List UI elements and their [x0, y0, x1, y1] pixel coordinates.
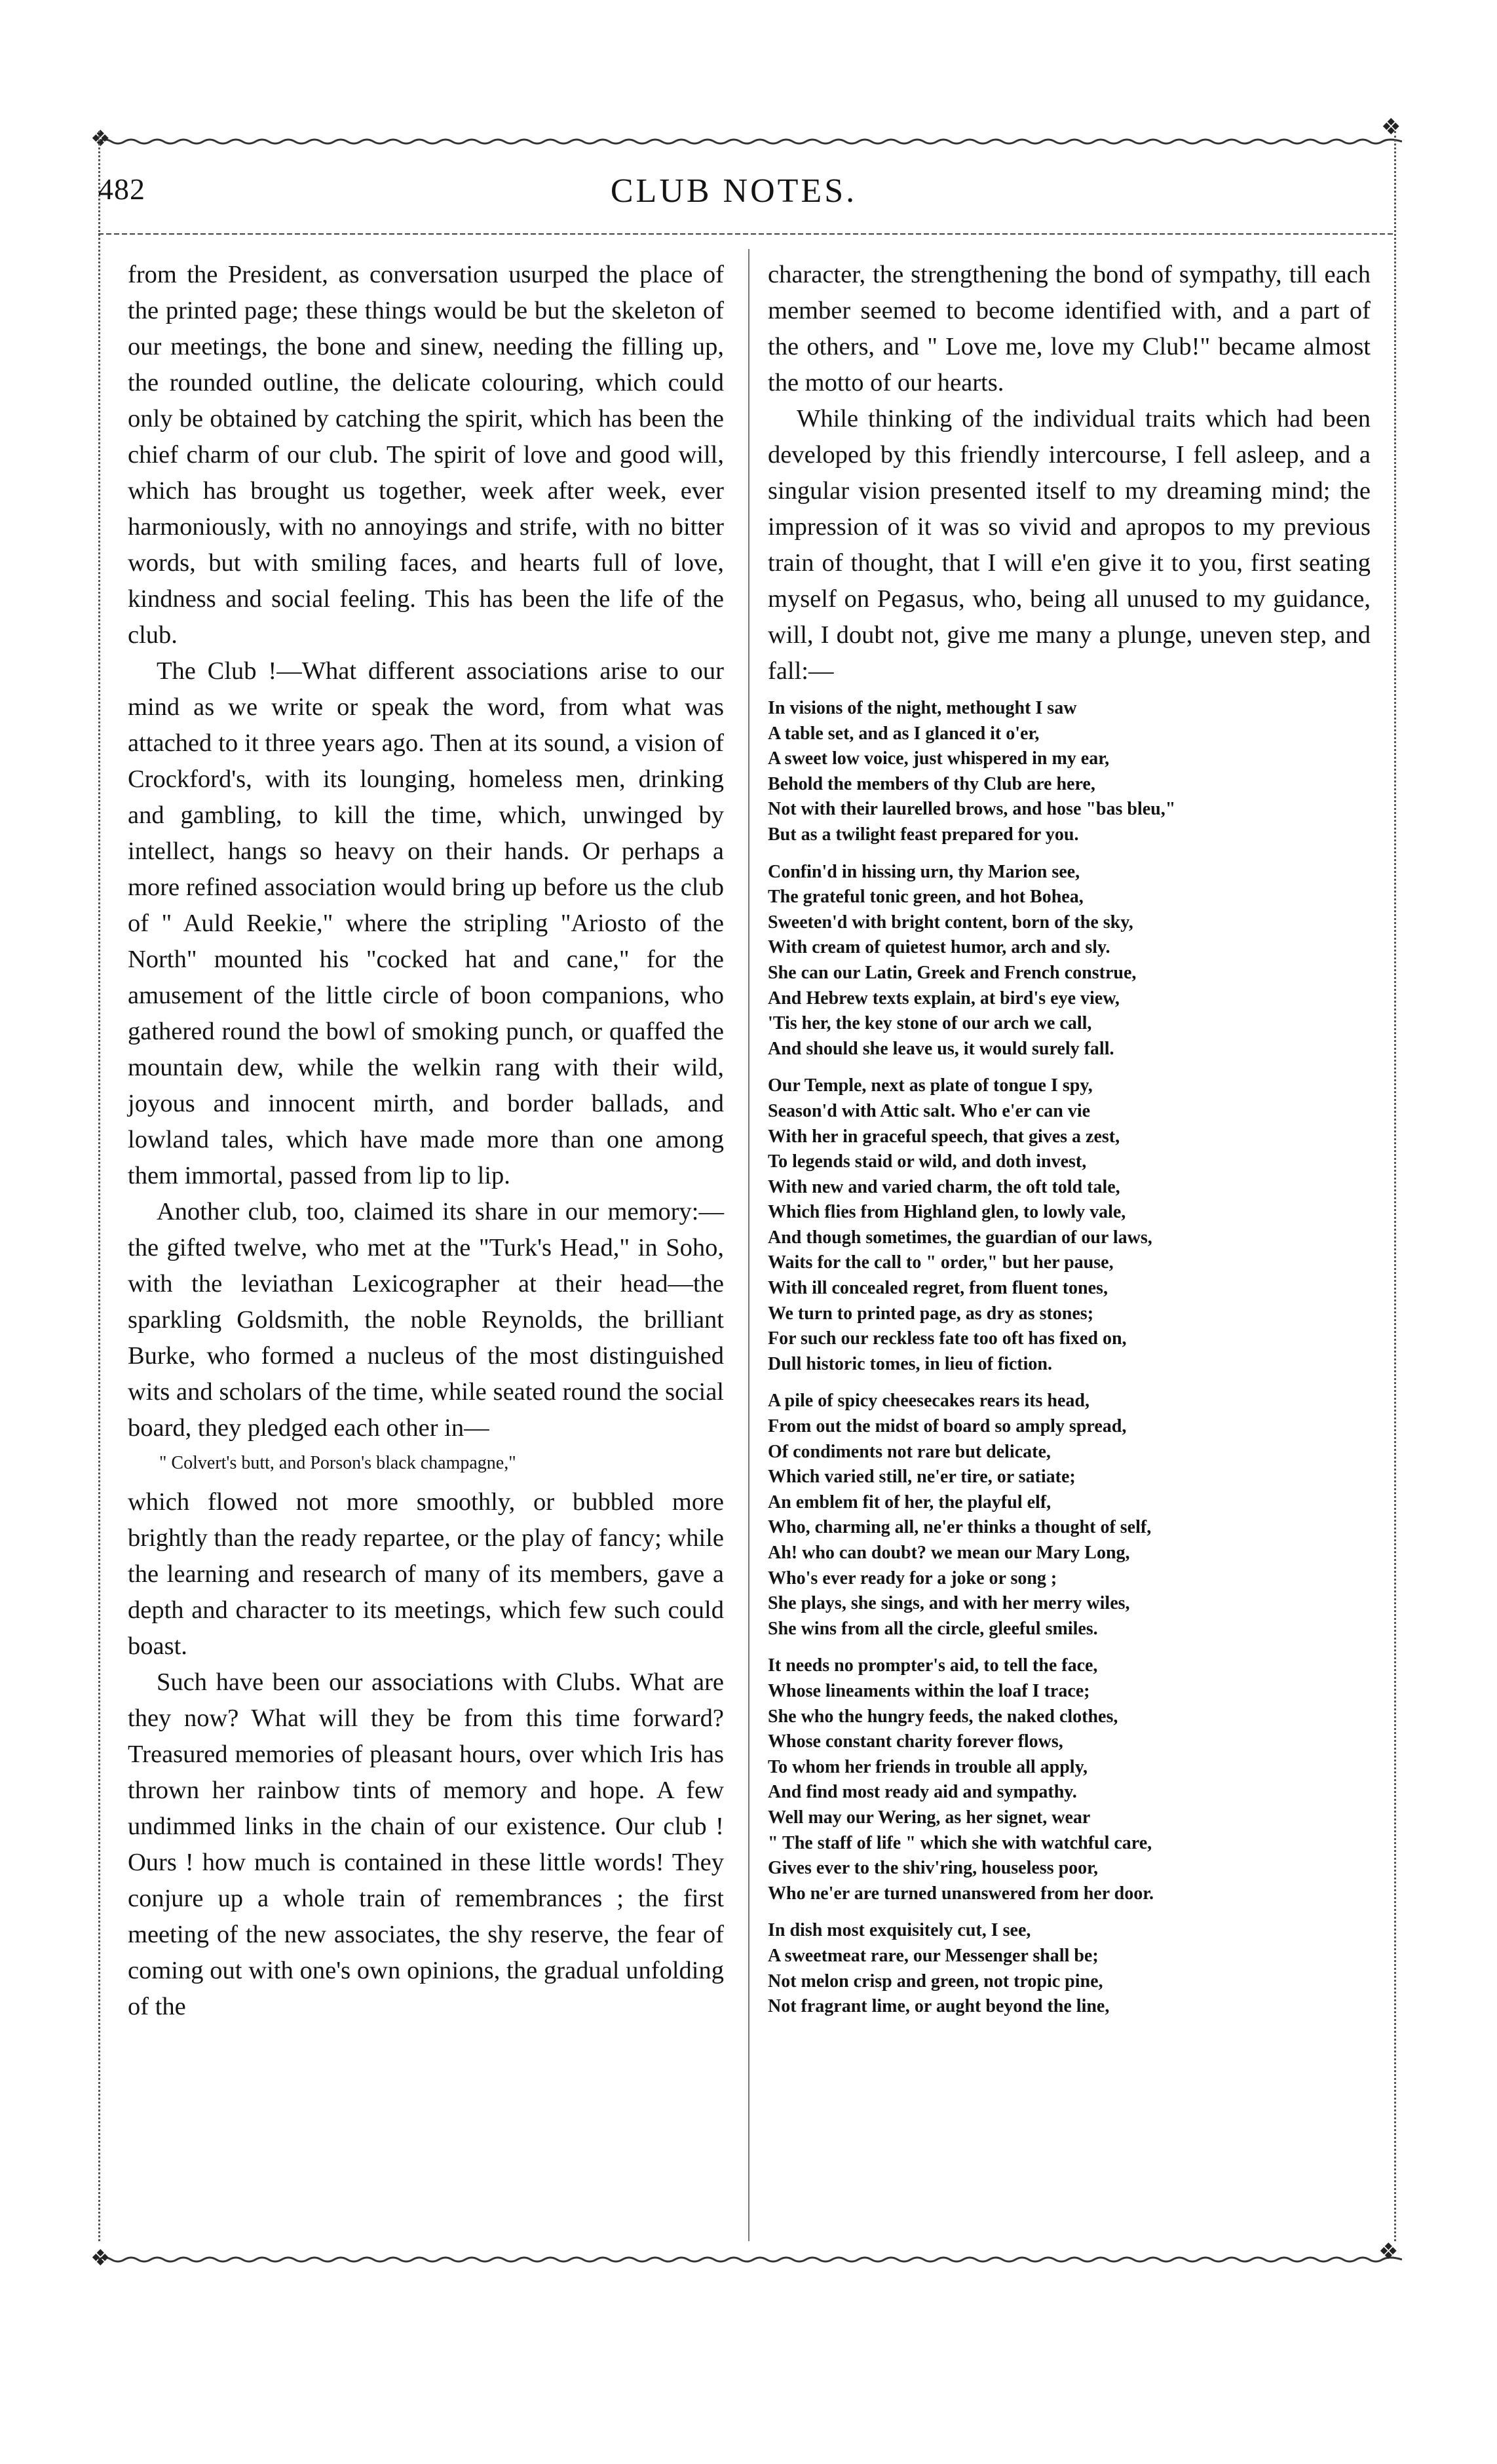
- poem-line: With her in graceful speech, that gives a zest,: [768, 1126, 1120, 1147]
- poem-line: Our Temple, next as plate of tongue I spy,: [768, 1075, 1093, 1096]
- poem-line: Not melon crisp and green, not tropic pine,: [768, 1971, 1103, 1992]
- left-column: [128, 257, 724, 2025]
- corner-ornament-top-left: ❖: [90, 127, 111, 151]
- header-rule: [98, 231, 1394, 237]
- poem-line: A sweet low voice, just whispered in my ear,: [768, 748, 1110, 769]
- corner-ornament-top-right: ❖: [1381, 115, 1401, 140]
- poem-line: Dull historic tomes, in lieu of fiction.: [768, 1353, 1052, 1374]
- page-number: 482: [98, 172, 145, 206]
- stanza: [768, 1653, 1371, 1906]
- poem-line: And find most ready aid and sympathy.: [768, 1782, 1077, 1803]
- poem-line: A sweetmeat rare, our Messenger shall be;: [768, 1945, 1099, 1966]
- paragraph: Such have been our associations with Clubs. What are they now? What will they be from this time forward? Treasured memories of pleasant hours, over which Iris has thrown her rainbow tints of memory and hope. A few undimmed links in the chain of our existence. Our club ! Ours ! how much is contained in these little words! They conjure up a whole train of remembrances ; the first meeting of the new associates, the shy reserve, the fear of coming out with one's own opinions, the gradual unfolding of the: [128, 1668, 724, 2020]
- paragraph: The Club !—What different associations arise to our mind as we write or speak the word, from what was attached to it three years ago. Then at its sound, a vision of Crockford's, with its lounging, homeless men, drinking and gambling, to kill the time, which, unwinged by intellect, hangs so heavy on their hands. Or perhaps a more refined association would bring up before us the club of " Auld Reekie," where the stripling "Ariosto of the North" mounted his "cocked hat and cane," for the amusement of the little circle of boon companions, who gathered round the bowl of smoking punch, or quaffed the mountain dew, while the welkin rang with their wild, joyous and innocent mirth, and border ballads, and lowland tales, which have made more than one among them immortal, passed from lip to lip.: [128, 657, 724, 1189]
- poem-line: With ill concealed regret, from fluent tones,: [768, 1278, 1108, 1299]
- poem-line: Ah! who can doubt? we mean our Mary Long,: [768, 1543, 1130, 1563]
- poem-line: Which flies from Highland glen, to lowly vale,: [768, 1202, 1126, 1223]
- poem-line: Who's ever ready for a joke or song ;: [768, 1568, 1057, 1588]
- poem-line: She plays, she sings, and with her merry wiles,: [768, 1593, 1130, 1614]
- poem-line: To whom her friends in trouble all apply,: [768, 1756, 1088, 1777]
- poem-line: It needs no prompter's aid, to tell the face,: [768, 1655, 1098, 1676]
- poem-line: In dish most exquisitely cut, I see,: [768, 1920, 1031, 1941]
- paragraph: Another club, too, claimed its share in our memory:—the gifted twelve, who met at the "Turk's Head," in Soho, with the leviathan Lexicographer at their head—the sparkling Goldsmith, the noble Reynolds, the brilliant Burke, who formed a nucleus of the most distinguished wits and scholars of the time, while seated round the social board, they pledged each other in—: [128, 1198, 724, 1442]
- stanza: [768, 860, 1371, 1062]
- paragraph: from the President, as conversation usurped the place of the printed page; these things would be but the skeleton of our meetings, the bone and sinew, needing the filling up, the rounded outline, the delicate colouring, which could only be obtained by catching the spirit, which has been the chief charm of our club. The spirit of love and good will, which has brought us together, week after week, ever harmoniously, with no annoyings and strife, with no bitter words, but with smiling faces, and hearts full of love, kindness and social feeling. This has been the life of the club.: [128, 261, 724, 649]
- quotation: " Colvert's butt, and Porson's black champagne,": [159, 1453, 516, 1473]
- bottom-ornamental-rule: [98, 2254, 1402, 2265]
- stanza: [768, 696, 1371, 848]
- poem-line: She can our Latin, Greek and French construe,: [768, 962, 1137, 983]
- poem-line: Whose constant charity forever flows,: [768, 1731, 1063, 1752]
- right-column: [768, 257, 1371, 2031]
- poem-line: To legends staid or wild, and doth invest,: [768, 1151, 1087, 1172]
- stanza: [768, 1389, 1371, 1642]
- poem-line: Waits for the call to " order," but her pause,: [768, 1252, 1114, 1273]
- poem-line: In visions of the night, methought I saw: [768, 698, 1077, 718]
- poem: [768, 696, 1371, 2020]
- column-divider: [748, 249, 749, 2241]
- poem-line: And should she leave us, it would surely fall.: [768, 1038, 1114, 1059]
- paragraph: character, the strengthening the bond of sympathy, till each member seemed to become identified with, and a part of the others, and " Love me, love my Club!" became almost the motto of our hearts.: [768, 261, 1371, 396]
- poem-line: 'Tis her, the key stone of our arch we call,: [768, 1013, 1092, 1034]
- poem-line: Which varied still, ne'er tire, or satiate;: [768, 1467, 1076, 1488]
- poem-line: Of condiments not rare but delicate,: [768, 1441, 1051, 1462]
- poem-line: " The staff of life " which she with watchful care,: [768, 1832, 1152, 1853]
- poem-line: With cream of quietest humor, arch and sly.: [768, 937, 1110, 958]
- paragraph: which flowed not more smoothly, or bubbled more brightly than the ready repartee, or the play of fancy; while the learning and research of many of its members, gave a depth and character to its meetings, which few such could boast.: [128, 1488, 724, 1660]
- poem-line: A table set, and as I glanced it o'er,: [768, 723, 1040, 744]
- poem-line: She who the hungry feeds, the naked clothes,: [768, 1706, 1118, 1727]
- poem-line: Not with their laurelled brows, and hose "bas bleu,": [768, 799, 1176, 820]
- poem-line: Confin'd in hissing urn, thy Marion see,: [768, 861, 1080, 882]
- poem-line: But as a twilight feast prepared for you.: [768, 824, 1079, 845]
- poem-line: From out the midst of board so amply spread,: [768, 1416, 1127, 1437]
- poem-line: Well may our Wering, as her signet, wear: [768, 1807, 1091, 1828]
- poem-line: Gives ever to the shiv'ring, houseless poor,: [768, 1858, 1099, 1879]
- poem-line: We turn to printed page, as dry as stones;: [768, 1303, 1094, 1324]
- poem-line: Season'd with Attic salt. Who e'er can vie: [768, 1100, 1091, 1121]
- stanza: [768, 1073, 1371, 1377]
- right-border-rule: [1394, 131, 1399, 2241]
- poem-line: Behold the members of thy Club are here,: [768, 773, 1095, 794]
- stanza: [768, 1918, 1371, 2019]
- poem-line: An emblem fit of her, the playful elf,: [768, 1492, 1052, 1512]
- poem-line: Not fragrant lime, or aught beyond the line,: [768, 1996, 1110, 2017]
- poem-line: A pile of spicy cheesecakes rears its head,: [768, 1391, 1090, 1412]
- running-head: CLUB NOTES.: [610, 172, 858, 210]
- left-border-rule: [98, 131, 103, 2241]
- poem-line: Whose lineaments within the loaf I trace;: [768, 1680, 1090, 1701]
- corner-ornament-bottom-left: ❖: [90, 2246, 111, 2271]
- poem-line: For such our reckless fate too oft has fixed on,: [768, 1328, 1127, 1349]
- top-ornamental-rule: [98, 136, 1402, 147]
- poem-line: The grateful tonic green, and hot Bohea,: [768, 887, 1084, 908]
- corner-ornament-bottom-right: ❖: [1378, 2240, 1399, 2264]
- paragraph: While thinking of the individual traits which had been developed by this friendly intercourse, I fell asleep, and a singular vision presented itself to my dreaming mind; the impression of it was so vivid and apropos to my previous train of thought, that I will e'en give it to you, first seating myself on Pegasus, who, being all unused to my guidance, will, I doubt not, give me many a plunge, uneven step, and fall:—: [768, 405, 1371, 685]
- poem-line: And though sometimes, the guardian of our laws,: [768, 1227, 1152, 1248]
- poem-line: With new and varied charm, the oft told tale,: [768, 1176, 1120, 1197]
- page-header: [98, 172, 1369, 218]
- poem-line: Who ne'er are turned unanswered from her door.: [768, 1883, 1154, 1904]
- poem-line: Sweeten'd with bright content, born of the sky,: [768, 912, 1133, 933]
- poem-line: She wins from all the circle, gleeful smiles.: [768, 1618, 1098, 1639]
- poem-line: And Hebrew texts explain, at bird's eye view,: [768, 988, 1120, 1009]
- poem-line: Who, charming all, ne'er thinks a thought of self,: [768, 1517, 1152, 1538]
